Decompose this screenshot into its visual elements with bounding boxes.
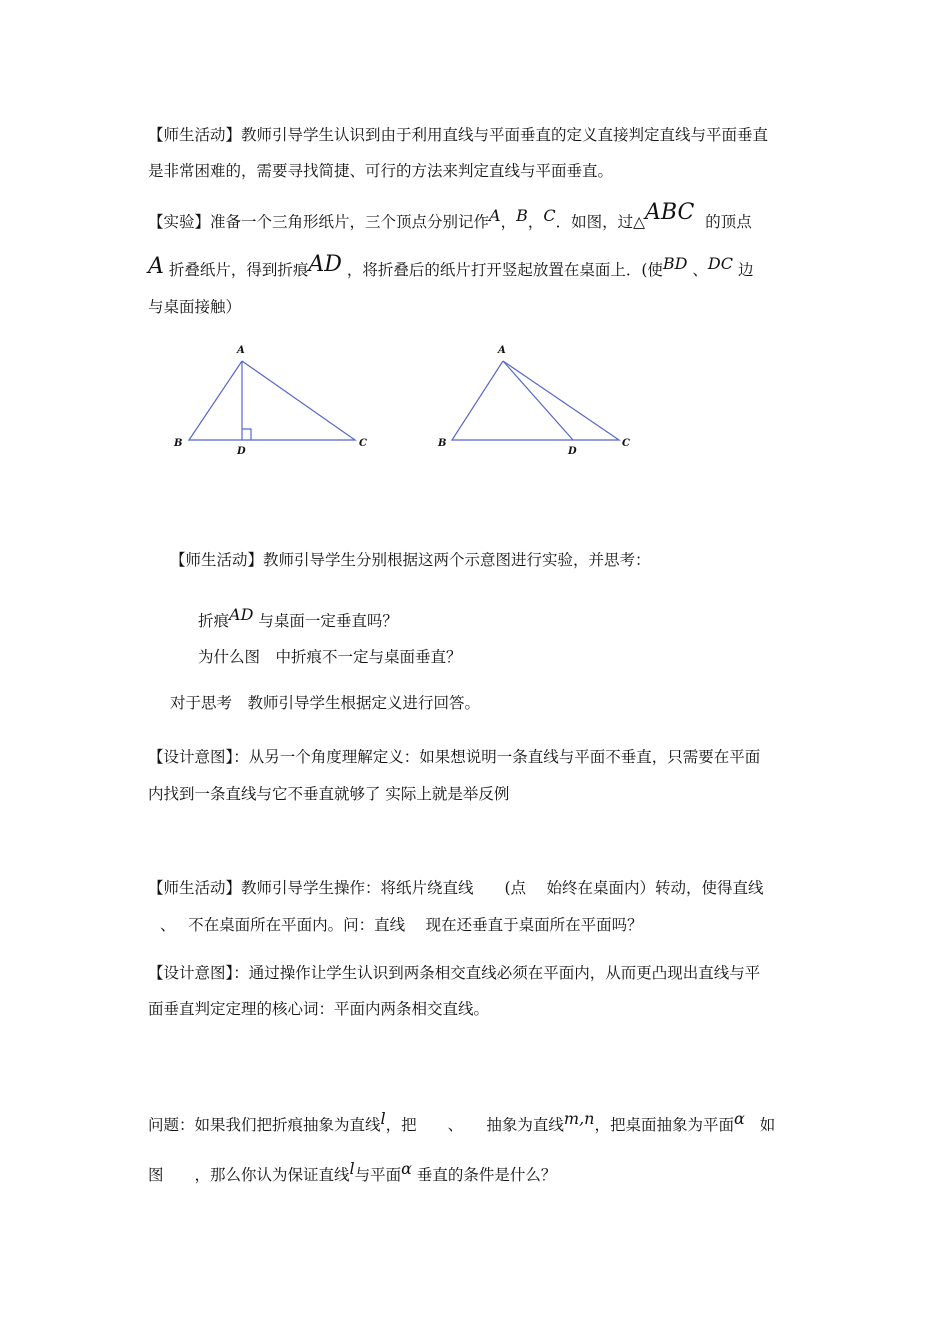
figure-right-triangle [170,340,370,460]
paragraph-design-intent-1-line-2: 内找到一条直线与它不垂直就够了 实际上就是举反例 [148,785,510,803]
figure-2-label-d: D [568,446,577,457]
line-l: l [380,1109,386,1128]
vertex-c: C [543,206,556,225]
paragraph-teacher-activity-1-line-2: 是非常困难的，需要寻找简捷、可行的方法来判定直线与平面垂直。 [148,162,614,180]
paragraph-teacher-activity-3-line-1: 【师生活动】教师引导学生操作：将纸片绕直线 (点 始终在桌面内）转动，使得直线 [148,879,764,897]
figure-oblique-triangle [432,340,642,460]
question-text-d: 如 [759,1116,776,1134]
question-2: 为什么图 中折痕不一定与桌面垂直？ [198,648,462,666]
sep-1: ， [500,213,517,231]
paragraph-design-intent-2-line-2: 面垂直判定定理的核心词：平面内两条相交直线。 [148,1000,490,1018]
question-text-g: 垂直的条件是什么？ [416,1166,557,1184]
paragraph-teacher-activity-3-line-2: 、 不在桌面所在平面内。问：直线 现在还垂直于桌面所在平面吗？ [160,916,643,934]
figure-2-outline [452,361,619,440]
vertex-a: A [489,206,501,225]
experiment-text-a: 【实验】准备一个三角形纸片，三个顶点分别记作 [148,213,490,231]
paragraph-design-intent-2-line-1: 【设计意图】：通过操作让学生认识到两条相交直线必须在平面内，从而更凸现出直线与平 [148,964,761,982]
figure-2-label-a: A [498,345,506,356]
question-text-e: 图 ，那么你认为保证直线 [148,1166,350,1184]
paragraph-experiment-line-1 [148,200,752,233]
figure-1-outline [189,361,355,440]
sep-2: ， [527,213,544,231]
question-text-a: 问题：如果我们把折痕抽象为直线 [148,1116,381,1134]
paragraph-question-line-1 [148,1109,776,1136]
figure-1-label-a: A [237,345,245,356]
plane-alpha: α [733,1109,745,1128]
question-text-c: ，把桌面抽象为平面 [594,1116,734,1134]
paragraph-experiment-line-3: 与桌面接触） [148,298,242,316]
figure-1-label-b: B [174,438,183,449]
lines-mn: m,n [563,1109,595,1128]
paragraph-teacher-activity-2: 【师生活动】教师引导学生分别根据这两个示意图进行实验，并思考： [170,551,651,569]
question-text-f: 与平面 [354,1166,402,1184]
edge-bd: BD [662,254,688,273]
vertex-a-large: A [148,254,164,279]
triangle-abc: ABC [645,200,695,225]
question-1-text-a: 折痕 [198,612,230,630]
experiment-text-b: ．如图，过△ [555,213,646,231]
experiment-text-g: 边 [737,261,754,279]
crease-ad: AD [308,252,342,277]
experiment-text-e: ，将折叠后的纸片打开竖起放置在桌面上．(使 [346,261,663,279]
paragraph-experiment-line-2 [148,252,754,281]
question-1 [198,605,398,632]
experiment-text-c: 的顶点 [705,213,752,231]
paragraph-design-intent-1-line-1: 【设计意图】：从另一个角度理解定义：如果想说明一条直线与平面不垂直，只需要在平面 [148,748,761,766]
paragraph-question-line-2 [148,1159,557,1186]
question-text-b: ，把 、 抽象为直线 [385,1116,564,1134]
experiment-text-f: 、 [692,261,708,279]
paragraph-teacher-activity-1-line-1: 【师生活动】教师引导学生认识到由于利用直线与平面垂直的定义直接判定直线与平面垂直 [148,126,769,144]
plane-alpha-2: α [401,1159,412,1178]
figure-2-label-c: C [622,438,630,449]
experiment-text-d: 折叠纸片，得到折痕 [168,261,309,279]
figure-2-label-b: B [438,438,447,449]
figure-1-right-angle-mark [242,429,251,440]
vertex-b: B [516,206,528,225]
question-1-crease-ad: AD [229,605,254,624]
question-1-text-b: 与桌面一定垂直吗？ [258,612,398,630]
figure-1-label-d: D [237,446,246,457]
figure-1-label-c: C [359,438,367,449]
edge-dc: DC [707,254,733,273]
figure-2-crease-ad [503,361,573,440]
line-l-2: l [349,1159,355,1178]
thinking-answer: 对于思考 教师引导学生根据定义进行回答。 [170,694,481,712]
